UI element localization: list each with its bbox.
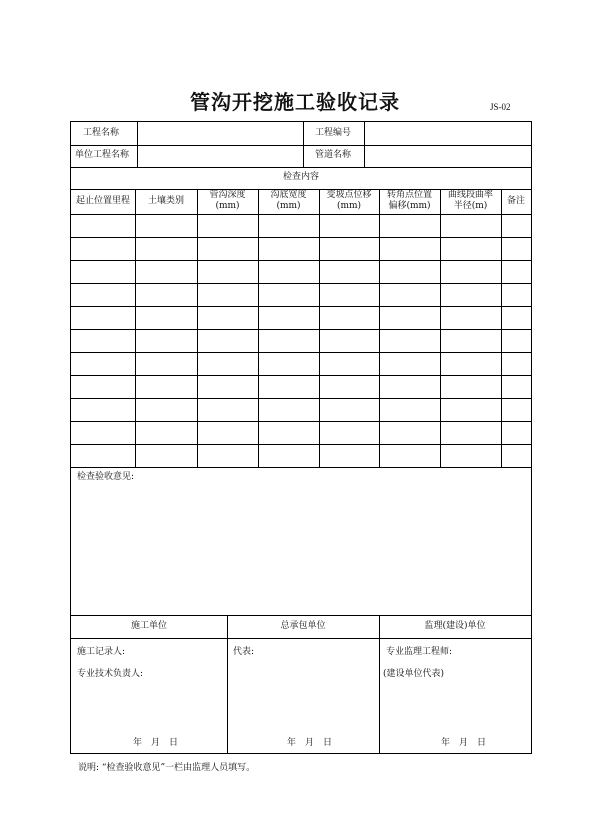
form-title: 管沟开挖施工验收记录 (190, 90, 400, 114)
recorder-label: 施工记录人: (77, 647, 126, 657)
owner-rep-label: (建设单位代表) (383, 669, 445, 679)
col-slope-point-offset: 变坡点位移 (326, 190, 372, 200)
col-turn-point-offset: 转角点位置 (386, 190, 432, 200)
pipe-name-label: 管道名称 (315, 150, 352, 160)
col-bottom-width: 沟底宽度 (270, 190, 307, 200)
date-construction: 年 月 日 (133, 738, 179, 748)
col-turn-point-offset-unit: 偏移(mm) (388, 201, 431, 211)
inspect-content-label: 检查内容 (282, 172, 319, 182)
date-contractor: 年 月 日 (287, 738, 333, 748)
opinion-label: 检查验收意见: (77, 472, 135, 482)
col-bottom-width-unit: (mm) (276, 201, 301, 211)
col-soil-type: 土壤类别 (147, 196, 184, 206)
general-contractor-label: 总承包单位 (280, 621, 326, 631)
supervision-unit-label: 监理(建设)单位 (424, 621, 486, 631)
unit-project-label: 单位工程名称 (75, 150, 130, 160)
project-name-label: 工程名称 (83, 128, 120, 138)
col-trench-depth-unit: (mm) (215, 201, 240, 211)
representative-label: 代表: (233, 647, 255, 657)
footnote: 说明: “检查验收意见”一栏由监理人员填写。 (78, 763, 256, 773)
date-supervision: 年 月 日 (441, 738, 487, 748)
tech-lead-label: 专业技术负责人: (77, 669, 144, 679)
project-no-label: 工程编号 (315, 128, 352, 138)
col-remarks: 备注 (506, 196, 525, 206)
col-curve-radius: 曲线段曲率 (447, 190, 493, 200)
col-slope-point-offset-unit: (mm) (336, 201, 362, 211)
supervisor-label: 专业监理工程师: (386, 647, 453, 657)
col-start-end-mileage: 起止位置里程 (75, 196, 130, 206)
col-trench-depth: 管沟深度 (209, 190, 246, 200)
form-code: JS-02 (490, 102, 511, 112)
col-curve-radius-unit: 半径(m) (453, 201, 488, 211)
inspection-form-table (70, 121, 532, 754)
construction-unit-label: 施工单位 (130, 621, 167, 631)
